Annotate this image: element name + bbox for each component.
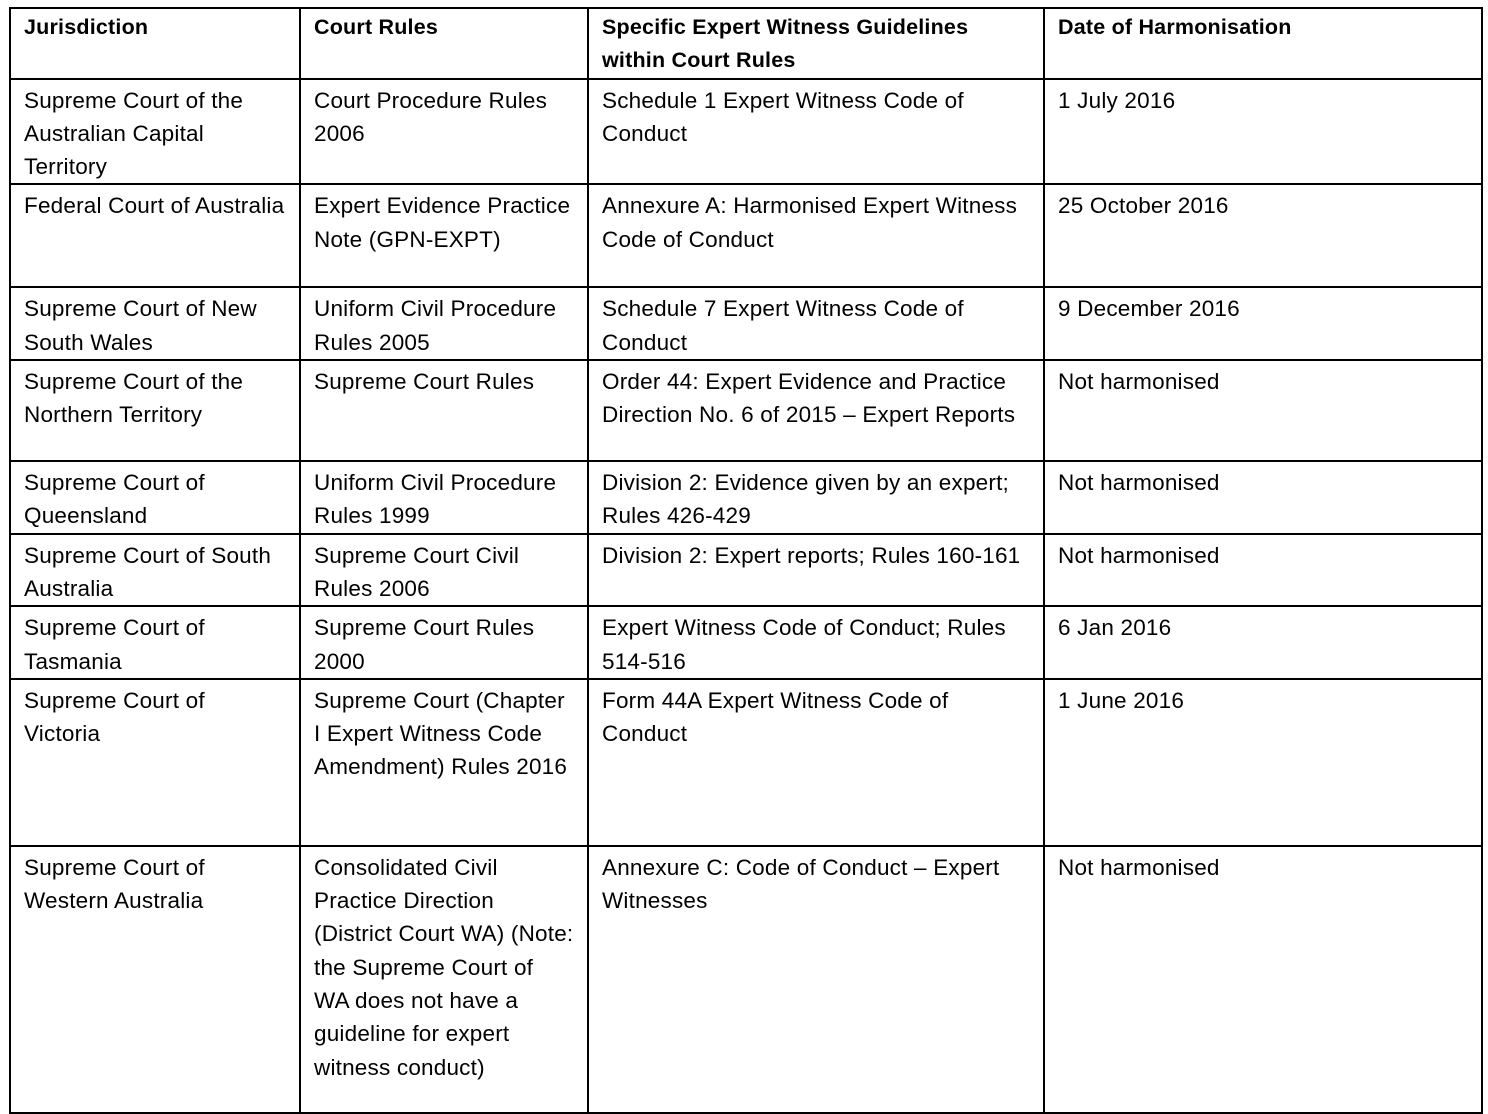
cell-court-rules: Supreme Court Civil Rules 2006 (300, 534, 588, 607)
expert-witness-guidelines-table (9, 7, 1483, 1114)
cell-date: Not harmonised (1044, 461, 1482, 534)
cell-guidelines: Expert Witness Code of Conduct; Rules 514-516 (588, 606, 1044, 679)
table-row (10, 679, 1482, 846)
cell-date: 6 Jan 2016 (1044, 606, 1482, 679)
cell-court-rules: Consolidated Civil Practice Direction (District Court WA) (Note: the Supreme Court of WA does not have a guideline for expert witness conduct) (300, 846, 588, 1113)
header-date-of-harmonisation: Date of Harmonisation (1044, 8, 1482, 79)
cell-guidelines: Order 44: Expert Evidence and Practice Direction No. 6 of 2015 – Expert Reports (588, 360, 1044, 461)
cell-date: 9 December 2016 (1044, 287, 1482, 360)
cell-jurisdiction: Supreme Court of Victoria (10, 679, 300, 846)
table-row (10, 79, 1482, 185)
cell-guidelines: Annexure A: Harmonised Expert Witness Code of Conduct (588, 184, 1044, 287)
cell-date: Not harmonised (1044, 846, 1482, 1113)
table-row (10, 534, 1482, 607)
cell-jurisdiction: Supreme Court of the Northern Territory (10, 360, 300, 461)
cell-guidelines: Schedule 1 Expert Witness Code of Conduct (588, 79, 1044, 185)
table-row (10, 606, 1482, 679)
cell-jurisdiction: Federal Court of Australia (10, 184, 300, 287)
cell-guidelines: Division 2: Evidence given by an expert; Rules 426-429 (588, 461, 1044, 534)
table-header-row (10, 8, 1482, 79)
cell-guidelines: Schedule 7 Expert Witness Code of Conduct (588, 287, 1044, 360)
cell-court-rules: Expert Evidence Practice Note (GPN-EXPT) (300, 184, 588, 287)
header-jurisdiction: Jurisdiction (10, 8, 300, 79)
cell-date: Not harmonised (1044, 534, 1482, 607)
cell-date: 25 October 2016 (1044, 184, 1482, 287)
cell-jurisdiction: Supreme Court of the Australian Capital Territory (10, 79, 300, 185)
cell-date: 1 June 2016 (1044, 679, 1482, 846)
cell-guidelines: Annexure C: Code of Conduct – Expert Witnesses (588, 846, 1044, 1113)
cell-court-rules: Uniform Civil Procedure Rules 1999 (300, 461, 588, 534)
cell-court-rules: Supreme Court (Chapter I Expert Witness Code Amendment) Rules 2016 (300, 679, 588, 846)
table-row (10, 461, 1482, 534)
table-row (10, 846, 1482, 1113)
header-guidelines: Specific Expert Witness Guidelines within Court Rules (588, 8, 1044, 79)
cell-jurisdiction: Supreme Court of Tasmania (10, 606, 300, 679)
cell-guidelines: Form 44A Expert Witness Code of Conduct (588, 679, 1044, 846)
cell-jurisdiction: Supreme Court of South Australia (10, 534, 300, 607)
cell-court-rules: Supreme Court Rules 2000 (300, 606, 588, 679)
cell-court-rules: Uniform Civil Procedure Rules 2005 (300, 287, 588, 360)
cell-date: Not harmonised (1044, 360, 1482, 461)
header-court-rules: Court Rules (300, 8, 588, 79)
cell-court-rules: Supreme Court Rules (300, 360, 588, 461)
cell-guidelines: Division 2: Expert reports; Rules 160-161 (588, 534, 1044, 607)
cell-jurisdiction: Supreme Court of Western Australia (10, 846, 300, 1113)
cell-date: 1 July 2016 (1044, 79, 1482, 185)
cell-court-rules: Court Procedure Rules 2006 (300, 79, 588, 185)
cell-jurisdiction: Supreme Court of Queensland (10, 461, 300, 534)
table-row (10, 360, 1482, 461)
table-row (10, 287, 1482, 360)
table-row (10, 184, 1482, 287)
cell-jurisdiction: Supreme Court of New South Wales (10, 287, 300, 360)
